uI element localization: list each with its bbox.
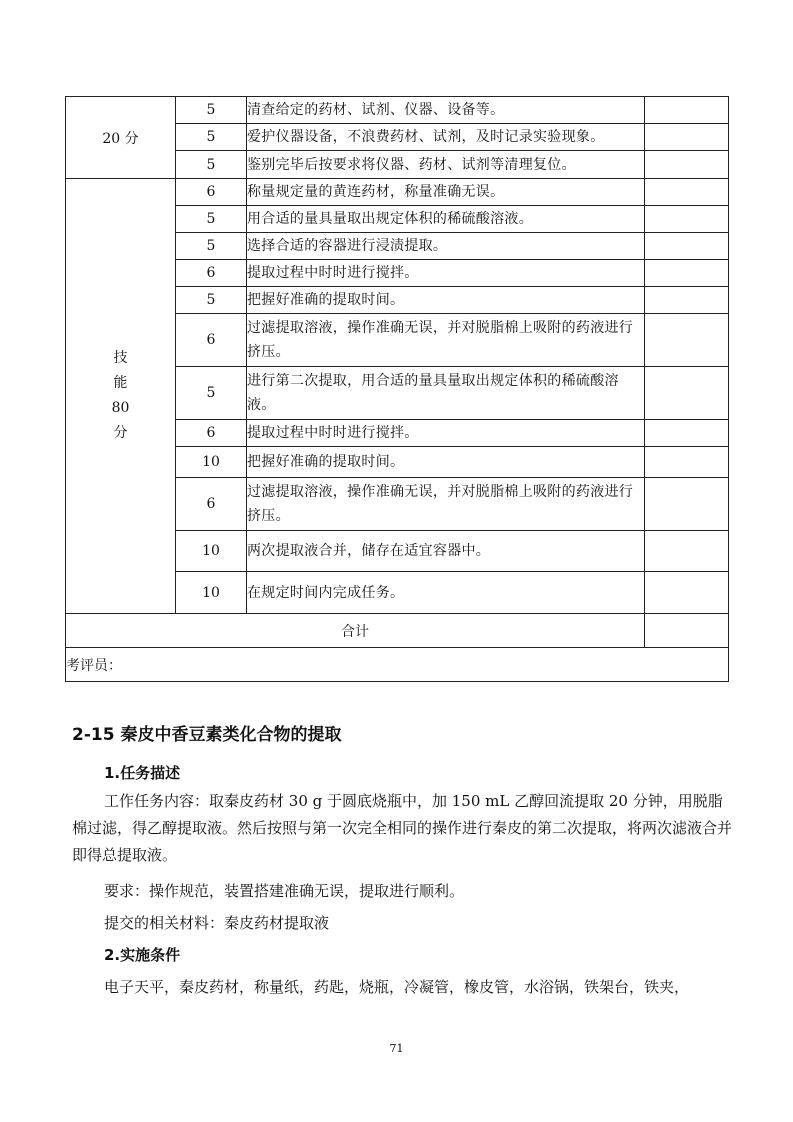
points-cell: 10 (176, 572, 247, 614)
points-cell: 6 (176, 260, 247, 287)
requirement-cell: 称量规定量的黄连药材，称量准确无误。 (247, 179, 645, 206)
requirement-cell: 把握好准确的提取时间。 (247, 447, 645, 478)
requirement-cell: 把握好准确的提取时间。 (247, 287, 645, 314)
score-cell (645, 124, 729, 151)
score-cell (645, 367, 729, 420)
skill-label-char: 能 (113, 375, 128, 391)
points-cell: 5 (176, 97, 247, 124)
category-cell-skill (66, 179, 176, 614)
score-cell (645, 478, 729, 531)
requirement-line: 要求：操作规范，装置搭建准确无误，提取进行顺利。 (104, 882, 465, 900)
requirement-cell: 在规定时间内完成任务。 (247, 572, 645, 614)
score-cell (645, 260, 729, 287)
score-cell (645, 97, 729, 124)
total-score-cell (645, 614, 729, 648)
requirement-cell: 用合适的量具量取出规定体积的稀硫酸溶液。 (247, 206, 645, 233)
points-cell: 5 (176, 367, 247, 420)
score-cell (645, 206, 729, 233)
total-label: 合计 (66, 614, 645, 648)
requirement-cell: 过滤提取溶液，操作准确无误，并对脱脂棉上吸附的药液进行挤压。 (247, 314, 645, 367)
points-cell: 5 (176, 151, 247, 179)
score-cell (645, 233, 729, 260)
points-cell: 6 (176, 478, 247, 531)
task-content-text: 工作任务内容：取秦皮药材 30 g 于圆底烧瓶中，加 150 mL 乙醇回流提取 20 分钟，用脱脂棉过滤，得乙醇提取液。然后按照与第一次完全相同的操作进行秦皮的第二次提取，将两次滤液合并即得总提取液。 (72, 792, 733, 864)
materials-line: 提交的相关材料：秦皮药材提取液 (104, 914, 330, 932)
points-cell: 5 (176, 287, 247, 314)
section-title: 2-15 秦皮中香豆素类化合物的提取 (72, 725, 342, 745)
skill-label-char: 分 (113, 425, 128, 441)
requirement-cell: 提取过程中时时进行搅拌。 (247, 420, 645, 447)
requirement-cell: 选择合适的容器进行浸渍提取。 (247, 233, 645, 260)
score-cell (645, 314, 729, 367)
requirement-cell: 清查给定的药材、试剂、仪器、设备等。 (247, 97, 645, 124)
points-cell: 6 (176, 314, 247, 367)
conditions-heading: 2.实施条件 (104, 946, 181, 964)
task-content-paragraph (72, 788, 732, 869)
points-cell: 5 (176, 124, 247, 151)
points-cell: 10 (176, 531, 247, 572)
skill-label-char: 技 (113, 350, 128, 366)
skill-label-char: 80 (111, 400, 130, 416)
requirement-cell: 两次提取液合并，储存在适宜容器中。 (247, 531, 645, 572)
score-cell (645, 287, 729, 314)
points-cell: 6 (176, 420, 247, 447)
requirement-cell: 爱护仪器设备，不浪费药材、试剂，及时记录实验现象。 (247, 124, 645, 151)
task-description-heading: 1.任务描述 (104, 764, 181, 782)
score-cell (645, 531, 729, 572)
requirement-cell: 鉴别完毕后按要求将仪器、药材、试剂等清理复位。 (247, 151, 645, 179)
score-cell (645, 179, 729, 206)
requirement-cell: 进行第二次提取，用合适的量具量取出规定体积的稀硫酸溶液。 (247, 367, 645, 420)
score-cell (645, 151, 729, 179)
requirement-cell: 过滤提取溶液，操作准确无误，并对脱脂棉上吸附的药液进行挤压。 (247, 478, 645, 531)
points-cell: 5 (176, 206, 247, 233)
examiner-label: 考评员： (66, 648, 729, 682)
points-cell: 5 (176, 233, 247, 260)
points-cell: 10 (176, 447, 247, 478)
score-cell (645, 572, 729, 614)
points-cell: 6 (176, 179, 247, 206)
score-cell (645, 420, 729, 447)
conditions-line: 电子天平，秦皮药材，称量纸，药匙，烧瓶，冷凝管，橡皮管，水浴锅，铁架台，铁夹， (104, 978, 690, 996)
page-number: 71 (389, 1042, 404, 1055)
category-cell-quality: 20 分 (66, 97, 176, 179)
requirement-cell: 提取过程中时时进行搅拌。 (247, 260, 645, 287)
scoring-table (65, 96, 729, 682)
score-cell (645, 447, 729, 478)
